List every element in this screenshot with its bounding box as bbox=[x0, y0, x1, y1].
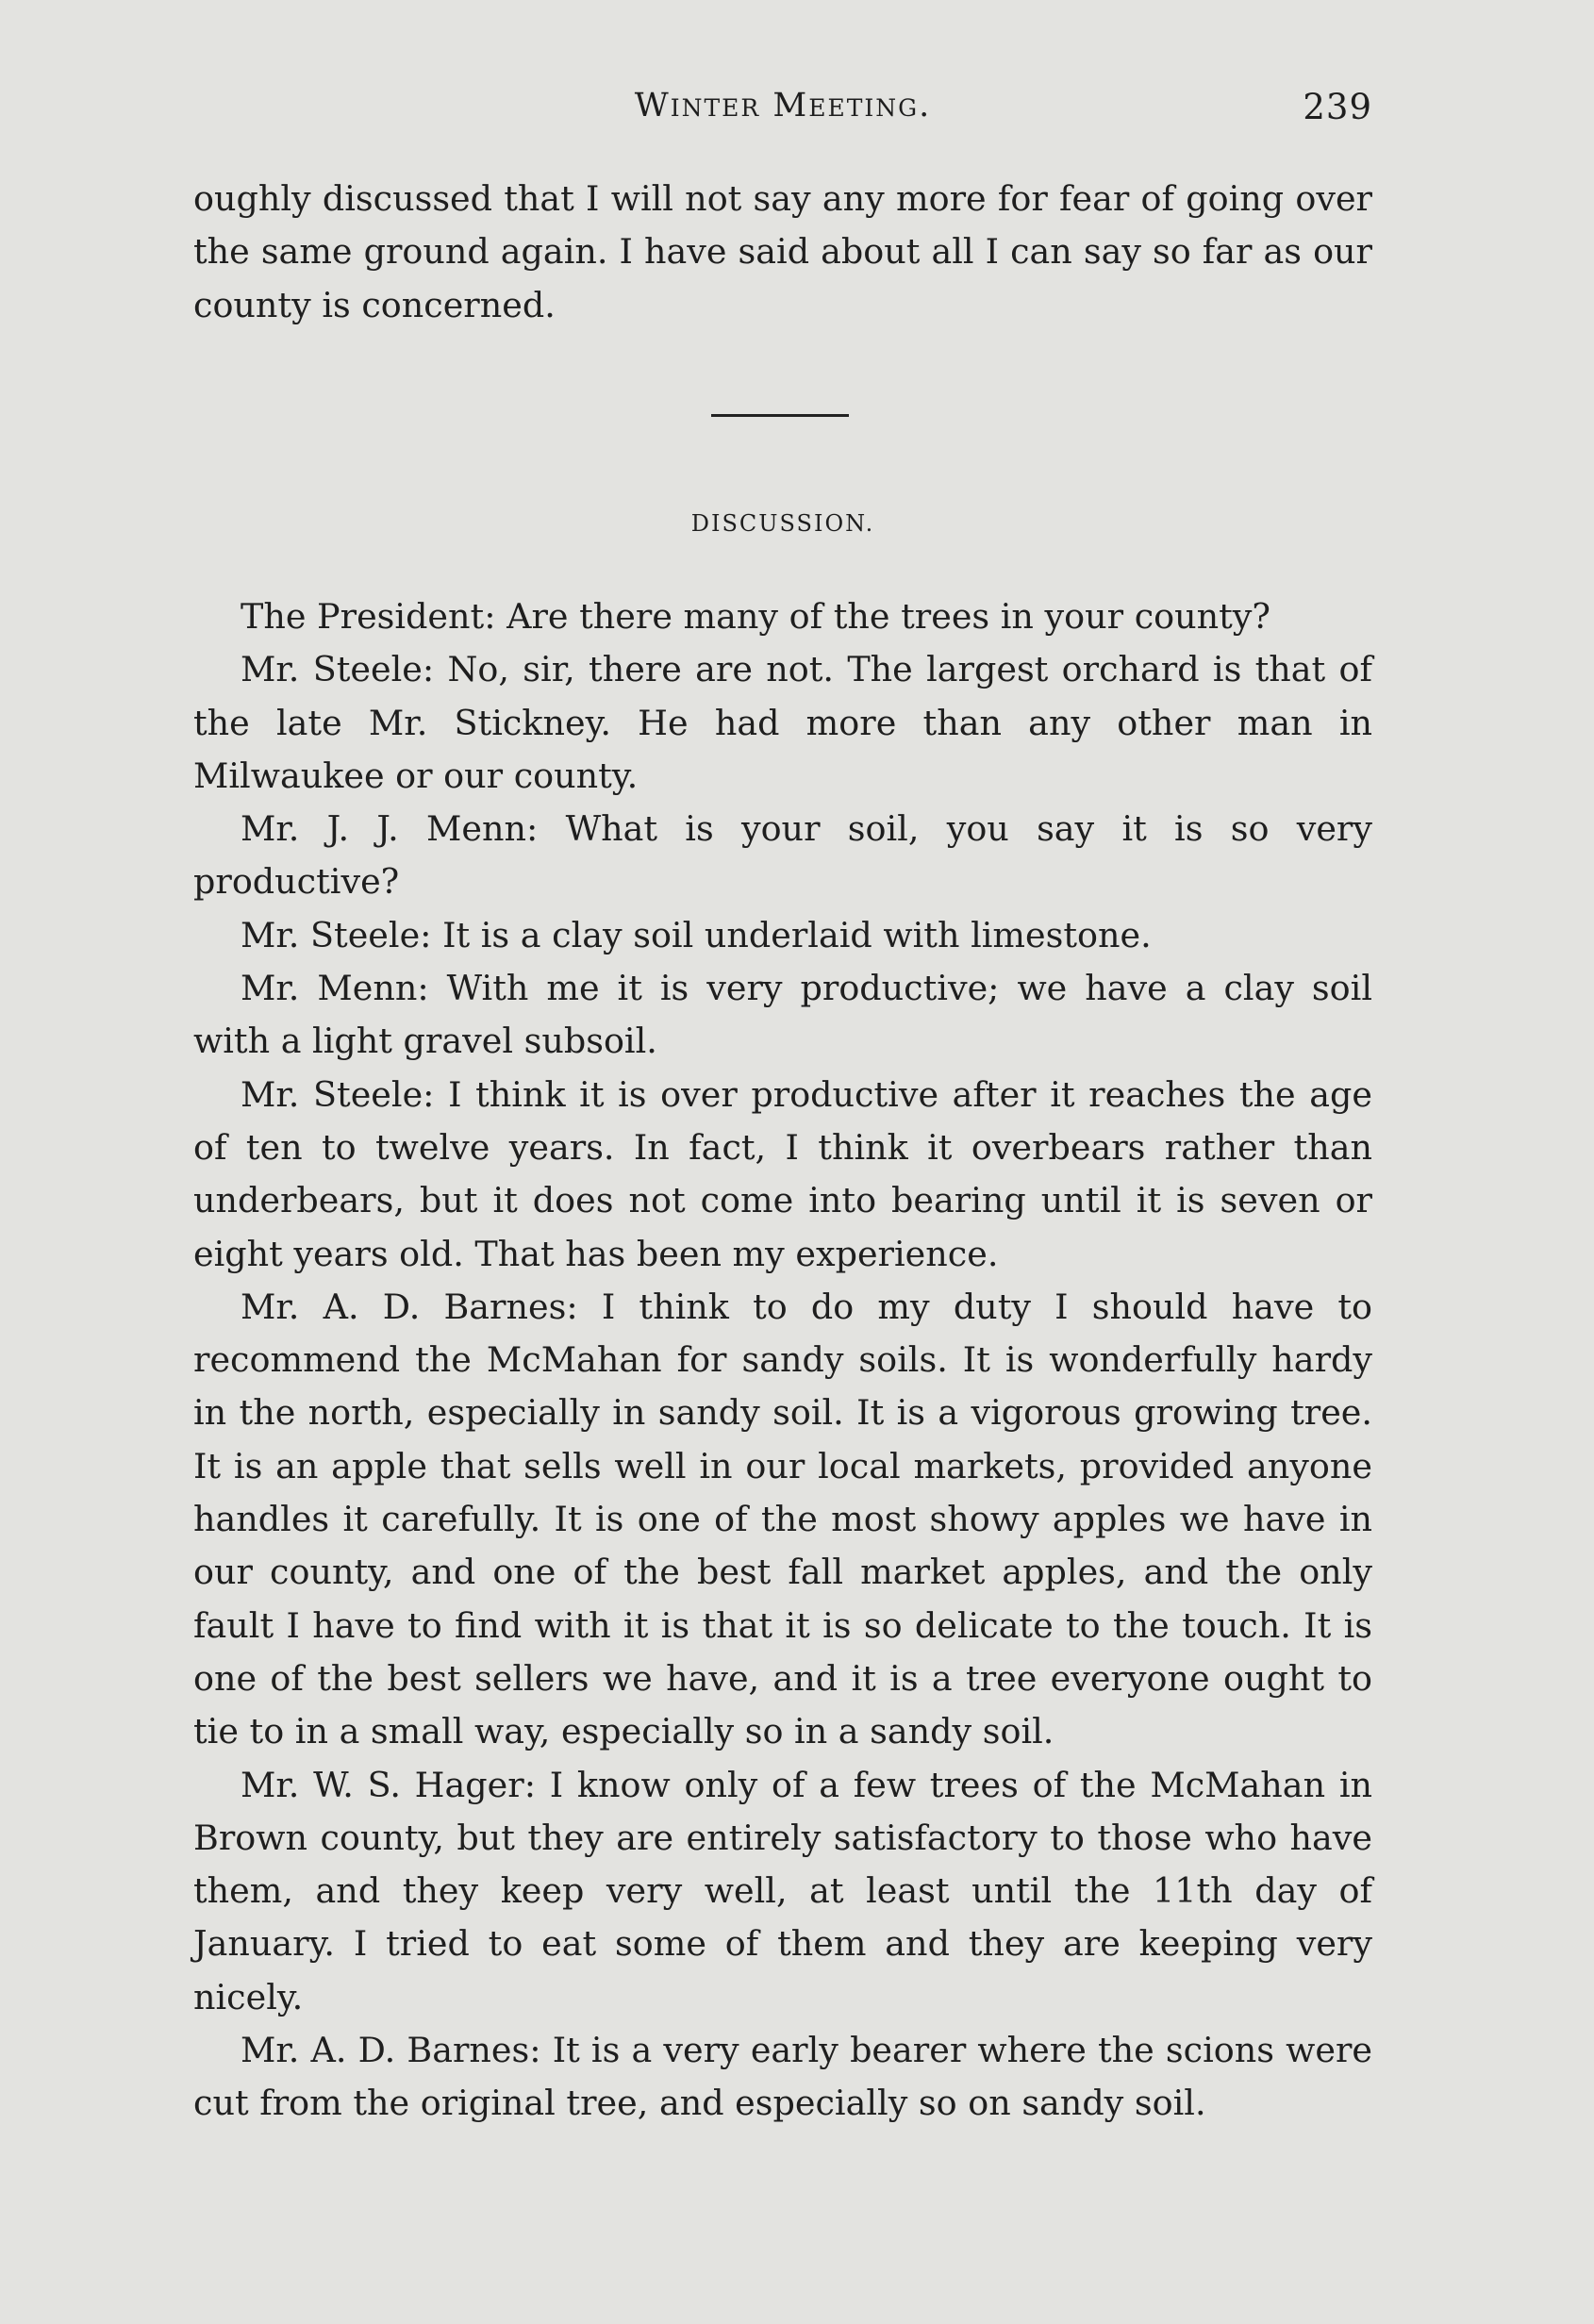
page-number: 239 bbox=[1303, 87, 1372, 127]
intro-paragraph: oughly discussed that I will not say any more for fear of going over the same ground again. I have said about all I can say so far as our county is concerned. bbox=[193, 178, 1372, 325]
discussion-section bbox=[193, 590, 1372, 2131]
intro-text bbox=[193, 173, 1372, 332]
discussion-paragraph: The President: Are there many of the trees in your county? bbox=[241, 596, 1270, 637]
discussion-paragraph: Mr. Steele: It is a clay soil underlaid with limestone. bbox=[241, 914, 1152, 955]
discussion-paragraph: Mr. Menn: With me it is very productive; we have a clay soil with a light gravel subsoil. bbox=[193, 968, 1372, 1062]
page-header bbox=[193, 87, 1372, 140]
running-head: Winter Meeting. bbox=[634, 87, 932, 124]
discussion-paragraph: Mr. W. S. Hager: I know only of a few trees of the McMahan in Brown county, but they are entirely satisfactory to those who have them, and they keep very well, at least until the 11th day of January. I tried to eat some of them and they are keeping very nicely. bbox=[193, 1764, 1372, 2017]
section-divider bbox=[711, 414, 849, 417]
discussion-paragraph: Mr. A. D. Barnes: It is a very early bearer where the scions were cut from the original tree, and especially so on sandy soil. bbox=[193, 2030, 1372, 2124]
discussion-paragraph: Mr. Steele: No, sir, there are not. The largest orchard is that of the late Mr. Stickney. He had more than any other man in Milwaukee or our county. bbox=[193, 649, 1372, 796]
discussion-paragraph: Mr. J. J. Menn: What is your soil, you say it is so very productive? bbox=[193, 808, 1372, 903]
discussion-paragraph: Mr. Steele: I think it is over productive after it reaches the age of ten to twelve years. In fact, I think it overbears rather than underbears, but it does not come into bearing until it is seven or eight years old. That has been my experience. bbox=[193, 1073, 1372, 1274]
section-heading: DISCUSSION. bbox=[690, 510, 875, 537]
discussion-paragraph: Mr. A. D. Barnes: I think to do my duty I should have to recommend the McMahan for sandy soils. It is wonderfully hardy in the north, especially in sandy soil. It is a vigorous growing tree. It is an apple that sells well in our local markets, provided anyone handles it carefully. It is one of the most showy apples we have in our county, and one of the best fall market apples, and the only fault I have to find with it is that it is so delicate to the touch. It is one of the best sellers we have, and it is a tree everyone ought to tie to in a small way, especially so in a sandy soil. bbox=[193, 1286, 1372, 1752]
